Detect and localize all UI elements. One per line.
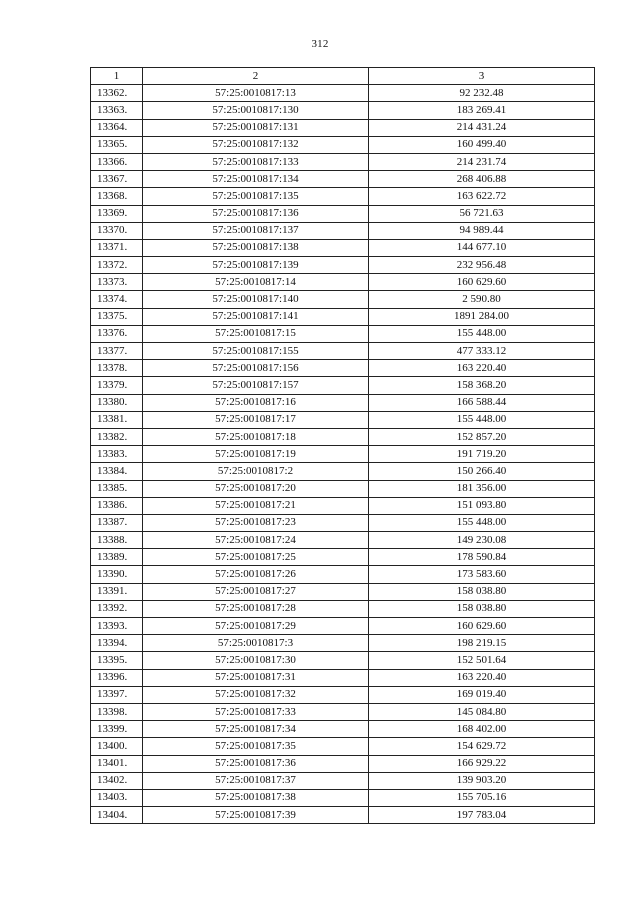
row-number-cell: 13399. (91, 721, 143, 738)
table-row (91, 446, 595, 463)
cadastral-number-cell: 57:25:0010817:156 (143, 360, 369, 377)
row-number-cell: 13378. (91, 360, 143, 377)
table-row (91, 669, 595, 686)
value-cell: 158 038.80 (369, 583, 595, 600)
value-cell: 56 721.63 (369, 205, 595, 222)
value-cell: 2 590.80 (369, 291, 595, 308)
row-number-cell: 13393. (91, 618, 143, 635)
cadastral-number-cell: 57:25:0010817:30 (143, 652, 369, 669)
row-number-cell: 13397. (91, 686, 143, 703)
value-cell: 169 019.40 (369, 686, 595, 703)
value-cell: 214 231.74 (369, 153, 595, 170)
value-cell: 158 368.20 (369, 377, 595, 394)
cadastral-number-cell: 57:25:0010817:37 (143, 772, 369, 789)
value-cell: 198 219.15 (369, 635, 595, 652)
table-row (91, 497, 595, 514)
table-row (91, 738, 595, 755)
cadastral-number-cell: 57:25:0010817:28 (143, 600, 369, 617)
row-number-cell: 13376. (91, 325, 143, 342)
cadastral-number-cell: 57:25:0010817:35 (143, 738, 369, 755)
column-header-3: 3 (369, 68, 595, 85)
value-cell: 150 266.40 (369, 463, 595, 480)
table-row (91, 394, 595, 411)
value-cell: 268 406.88 (369, 171, 595, 188)
row-number-cell: 13385. (91, 480, 143, 497)
row-number-cell: 13379. (91, 377, 143, 394)
cadastral-number-cell: 57:25:0010817:34 (143, 721, 369, 738)
cadastral-number-cell: 57:25:0010817:139 (143, 257, 369, 274)
row-number-cell: 13398. (91, 703, 143, 720)
column-header-2: 2 (143, 68, 369, 85)
cadastral-number-cell: 57:25:0010817:133 (143, 153, 369, 170)
table-body (91, 85, 595, 824)
table-row (91, 308, 595, 325)
table-row (91, 205, 595, 222)
row-number-cell: 13364. (91, 119, 143, 136)
value-cell: 191 719.20 (369, 446, 595, 463)
table-header-row (91, 68, 595, 85)
row-number-cell: 13396. (91, 669, 143, 686)
value-cell: 181 356.00 (369, 480, 595, 497)
value-cell: 139 903.20 (369, 772, 595, 789)
cadastral-number-cell: 57:25:0010817:26 (143, 566, 369, 583)
value-cell: 155 448.00 (369, 325, 595, 342)
table-row (91, 257, 595, 274)
row-number-cell: 13386. (91, 497, 143, 514)
row-number-cell: 13395. (91, 652, 143, 669)
cadastral-number-cell: 57:25:0010817:25 (143, 549, 369, 566)
cadastral-number-cell: 57:25:0010817:27 (143, 583, 369, 600)
row-number-cell: 13404. (91, 807, 143, 824)
row-number-cell: 13383. (91, 446, 143, 463)
row-number-cell: 13367. (91, 171, 143, 188)
row-number-cell: 13403. (91, 789, 143, 806)
row-number-cell: 13373. (91, 274, 143, 291)
table-row (91, 600, 595, 617)
table-row (91, 377, 595, 394)
row-number-cell: 13380. (91, 394, 143, 411)
value-cell: 173 583.60 (369, 566, 595, 583)
row-number-cell: 13392. (91, 600, 143, 617)
cadastral-number-cell: 57:25:0010817:14 (143, 274, 369, 291)
cadastral-number-cell: 57:25:0010817:32 (143, 686, 369, 703)
value-cell: 160 499.40 (369, 136, 595, 153)
table-row (91, 686, 595, 703)
cadastral-number-cell: 57:25:0010817:17 (143, 411, 369, 428)
table-row (91, 171, 595, 188)
row-number-cell: 13368. (91, 188, 143, 205)
cadastral-number-cell: 57:25:0010817:21 (143, 497, 369, 514)
table-row (91, 807, 595, 824)
table-row (91, 136, 595, 153)
value-cell: 183 269.41 (369, 102, 595, 119)
value-cell: 166 929.22 (369, 755, 595, 772)
value-cell: 158 038.80 (369, 600, 595, 617)
value-cell: 163 220.40 (369, 360, 595, 377)
value-cell: 92 232.48 (369, 85, 595, 102)
value-cell: 477 333.12 (369, 343, 595, 360)
cadastral-number-cell: 57:25:0010817:24 (143, 532, 369, 549)
table-row (91, 772, 595, 789)
table-row (91, 566, 595, 583)
value-cell: 163 622.72 (369, 188, 595, 205)
table-row (91, 239, 595, 256)
value-cell: 232 956.48 (369, 257, 595, 274)
row-number-cell: 13391. (91, 583, 143, 600)
cadastral-number-cell: 57:25:0010817:134 (143, 171, 369, 188)
row-number-cell: 13370. (91, 222, 143, 239)
row-number-cell: 13389. (91, 549, 143, 566)
table-row (91, 618, 595, 635)
row-number-cell: 13366. (91, 153, 143, 170)
cadastral-number-cell: 57:25:0010817:23 (143, 514, 369, 531)
cadastral-number-cell: 57:25:0010817:20 (143, 480, 369, 497)
row-number-cell: 13362. (91, 85, 143, 102)
row-number-cell: 13384. (91, 463, 143, 480)
row-number-cell: 13400. (91, 738, 143, 755)
table-row (91, 480, 595, 497)
row-number-cell: 13363. (91, 102, 143, 119)
cadastral-number-cell: 57:25:0010817:18 (143, 428, 369, 445)
row-number-cell: 13394. (91, 635, 143, 652)
value-cell: 155 448.00 (369, 411, 595, 428)
table-row (91, 721, 595, 738)
cadastral-number-cell: 57:25:0010817:131 (143, 119, 369, 136)
table-row (91, 153, 595, 170)
table-row (91, 325, 595, 342)
cadastral-number-cell: 57:25:0010817:2 (143, 463, 369, 480)
value-cell: 214 431.24 (369, 119, 595, 136)
table-row (91, 119, 595, 136)
value-cell: 166 588.44 (369, 394, 595, 411)
table-row (91, 274, 595, 291)
cadastral-number-cell: 57:25:0010817:31 (143, 669, 369, 686)
value-cell: 151 093.80 (369, 497, 595, 514)
table-row (91, 291, 595, 308)
cadastral-number-cell: 57:25:0010817:132 (143, 136, 369, 153)
row-number-cell: 13374. (91, 291, 143, 308)
value-cell: 149 230.08 (369, 532, 595, 549)
value-cell: 178 590.84 (369, 549, 595, 566)
cadastral-number-cell: 57:25:0010817:39 (143, 807, 369, 824)
value-cell: 1891 284.00 (369, 308, 595, 325)
table-row (91, 514, 595, 531)
row-number-cell: 13375. (91, 308, 143, 325)
cadastral-number-cell: 57:25:0010817:138 (143, 239, 369, 256)
cadastral-number-cell: 57:25:0010817:36 (143, 755, 369, 772)
cadastral-number-cell: 57:25:0010817:38 (143, 789, 369, 806)
row-number-cell: 13388. (91, 532, 143, 549)
table-row (91, 188, 595, 205)
table-row (91, 635, 595, 652)
table-row (91, 360, 595, 377)
row-number-cell: 13371. (91, 239, 143, 256)
table-row (91, 532, 595, 549)
row-number-cell: 13382. (91, 428, 143, 445)
table-row (91, 463, 595, 480)
cadastral-number-cell: 57:25:0010817:15 (143, 325, 369, 342)
cadastral-number-cell: 57:25:0010817:157 (143, 377, 369, 394)
cadastral-number-cell: 57:25:0010817:13 (143, 85, 369, 102)
value-cell: 152 857.20 (369, 428, 595, 445)
row-number-cell: 13390. (91, 566, 143, 583)
column-header-1: 1 (91, 68, 143, 85)
table-row (91, 703, 595, 720)
cadastral-number-cell: 57:25:0010817:3 (143, 635, 369, 652)
table-row (91, 411, 595, 428)
row-number-cell: 13387. (91, 514, 143, 531)
cadastral-number-cell: 57:25:0010817:19 (143, 446, 369, 463)
row-number-cell: 13377. (91, 343, 143, 360)
row-number-cell: 13381. (91, 411, 143, 428)
value-cell: 155 448.00 (369, 514, 595, 531)
table-row (91, 549, 595, 566)
row-number-cell: 13402. (91, 772, 143, 789)
value-cell: 144 677.10 (369, 239, 595, 256)
value-cell: 94 989.44 (369, 222, 595, 239)
cadastral-number-cell: 57:25:0010817:130 (143, 102, 369, 119)
page-number: 312 (311, 38, 329, 50)
table-row (91, 755, 595, 772)
row-number-cell: 13365. (91, 136, 143, 153)
cadastral-number-cell: 57:25:0010817:155 (143, 343, 369, 360)
table-row (91, 85, 595, 102)
table-row (91, 789, 595, 806)
value-cell: 145 084.80 (369, 703, 595, 720)
cadastral-number-cell: 57:25:0010817:33 (143, 703, 369, 720)
cadastral-number-cell: 57:25:0010817:135 (143, 188, 369, 205)
row-number-cell: 13369. (91, 205, 143, 222)
cadastral-number-cell: 57:25:0010817:29 (143, 618, 369, 635)
value-cell: 155 705.16 (369, 789, 595, 806)
value-cell: 152 501.64 (369, 652, 595, 669)
cadastral-number-cell: 57:25:0010817:16 (143, 394, 369, 411)
cadastral-number-cell: 57:25:0010817:140 (143, 291, 369, 308)
value-cell: 154 629.72 (369, 738, 595, 755)
cadastral-value-table (90, 67, 595, 824)
value-cell: 160 629.60 (369, 274, 595, 291)
value-cell: 163 220.40 (369, 669, 595, 686)
table-row (91, 222, 595, 239)
table-row (91, 428, 595, 445)
table-row (91, 652, 595, 669)
cadastral-number-cell: 57:25:0010817:136 (143, 205, 369, 222)
cadastral-number-cell: 57:25:0010817:137 (143, 222, 369, 239)
cadastral-number-cell: 57:25:0010817:141 (143, 308, 369, 325)
value-cell: 197 783.04 (369, 807, 595, 824)
value-cell: 168 402.00 (369, 721, 595, 738)
table-row (91, 102, 595, 119)
table-row (91, 583, 595, 600)
row-number-cell: 13372. (91, 257, 143, 274)
value-cell: 160 629.60 (369, 618, 595, 635)
table-row (91, 343, 595, 360)
row-number-cell: 13401. (91, 755, 143, 772)
